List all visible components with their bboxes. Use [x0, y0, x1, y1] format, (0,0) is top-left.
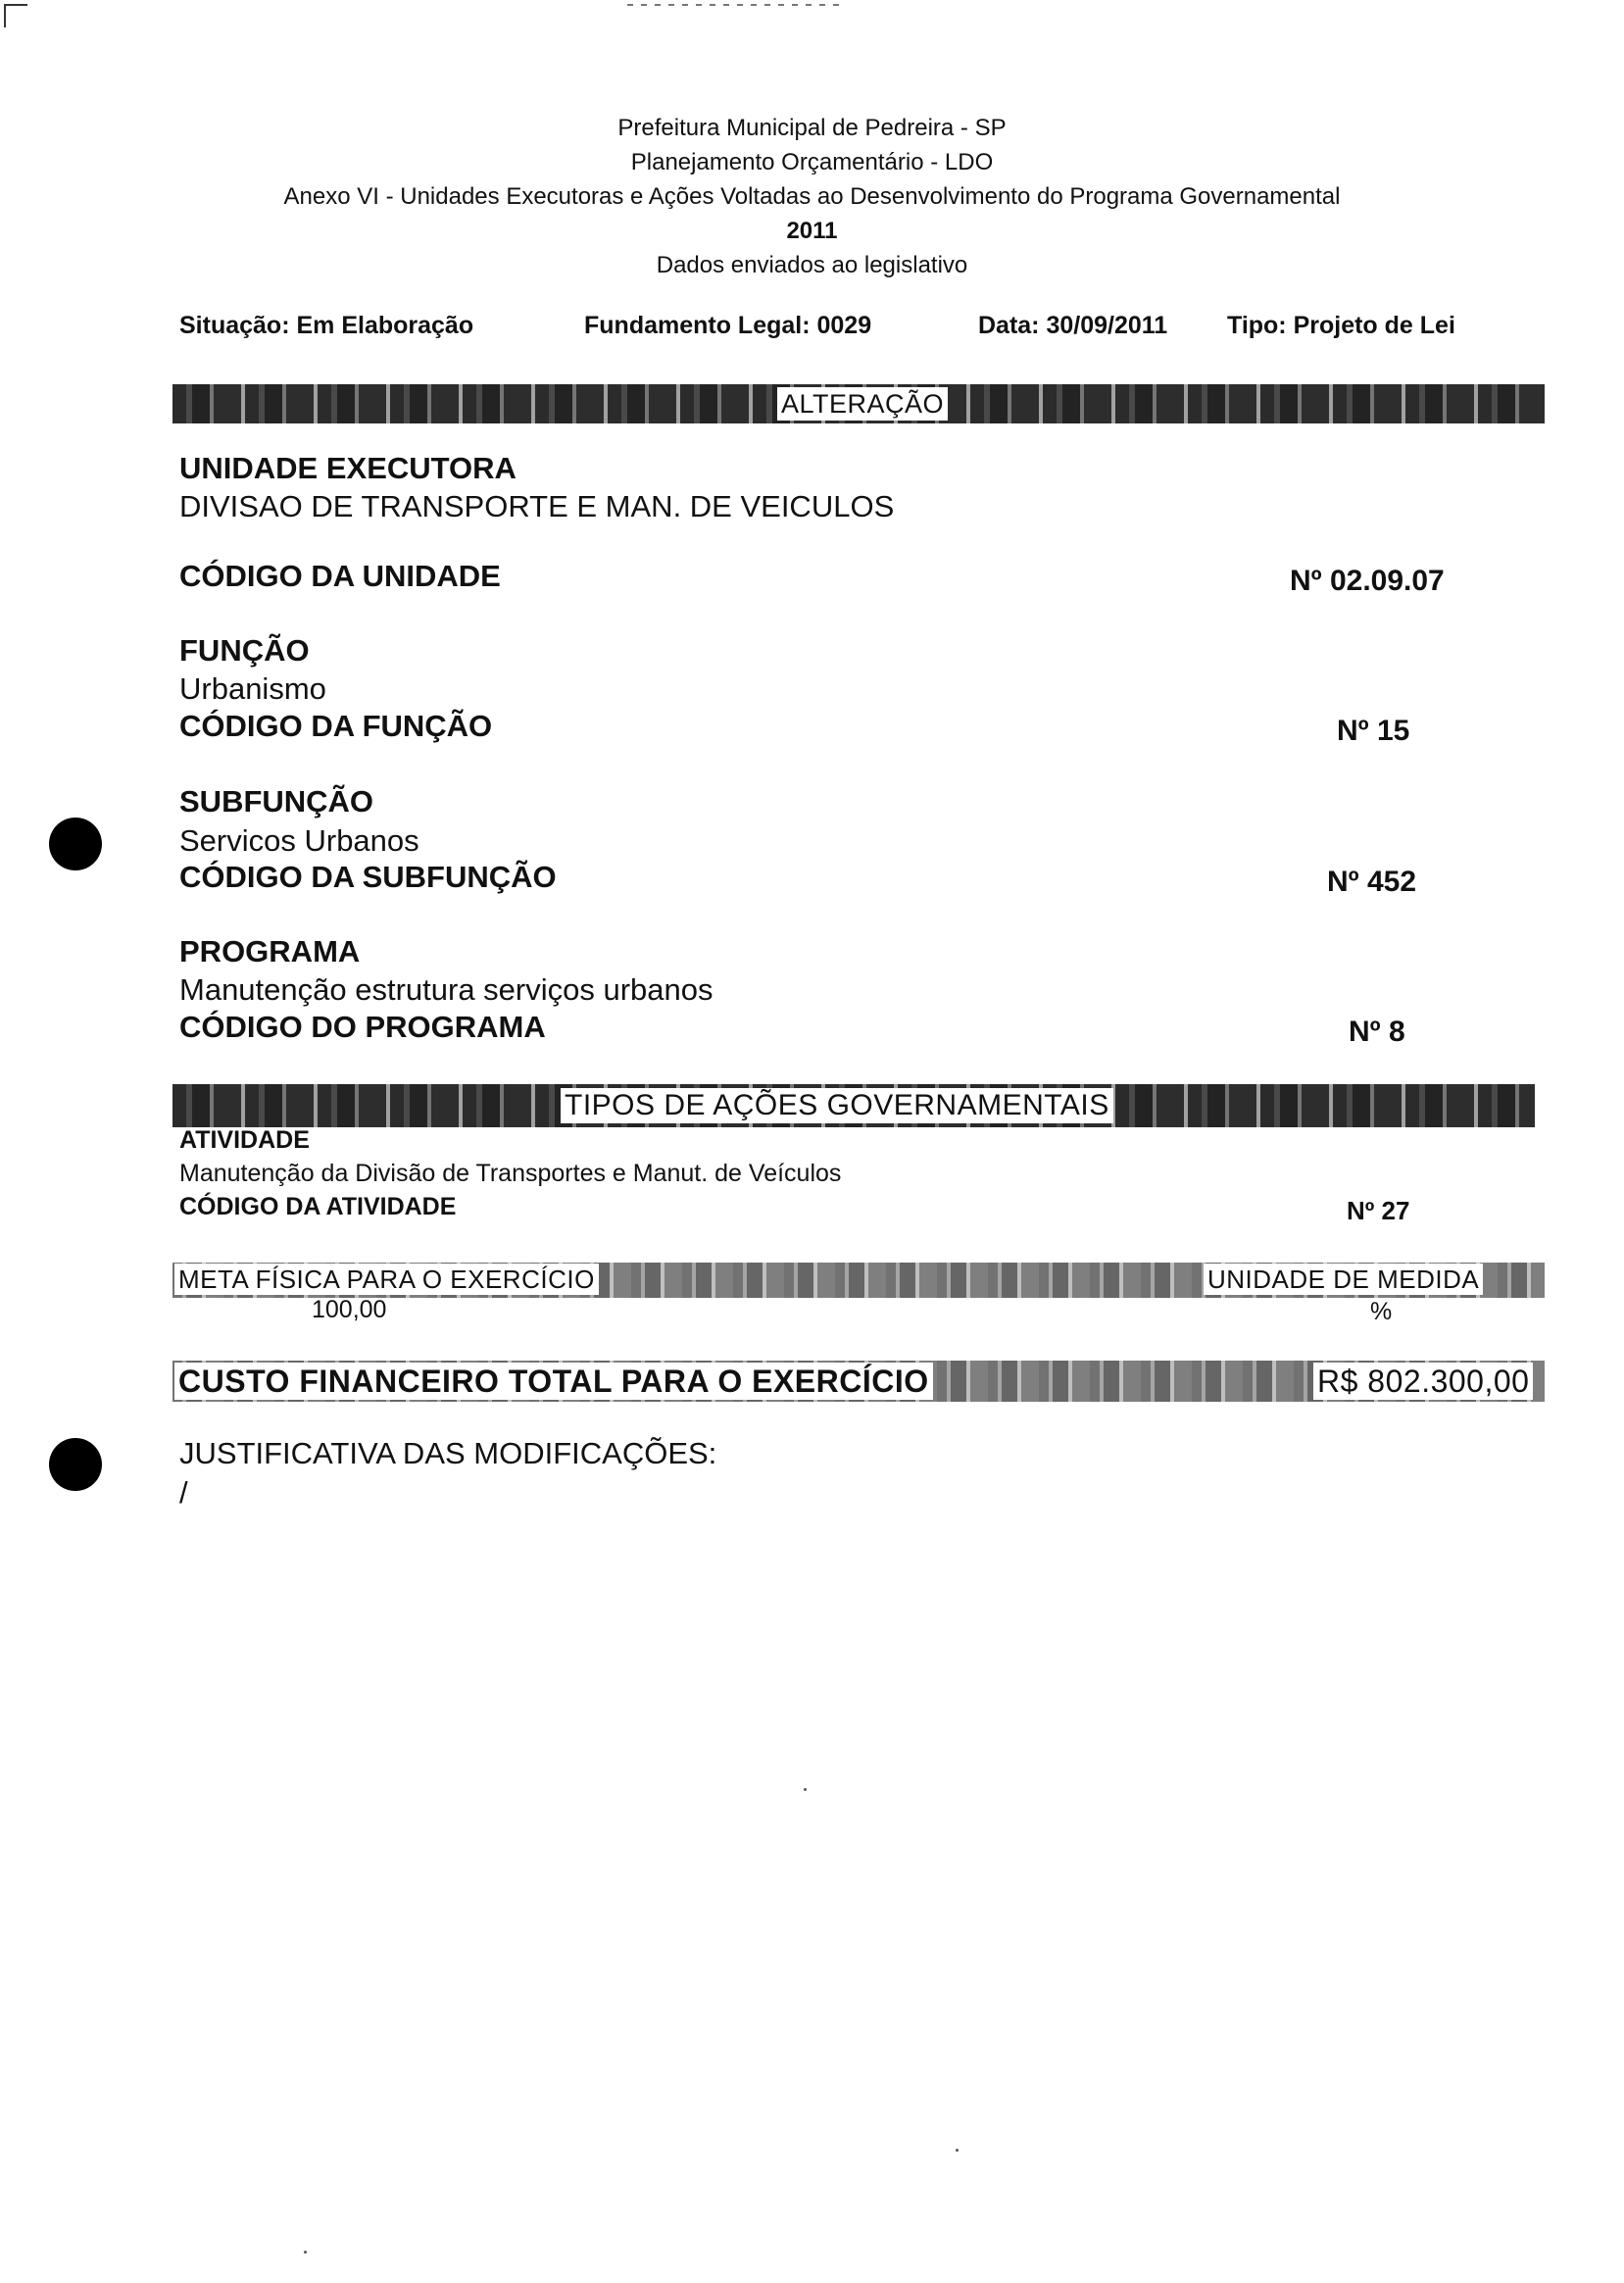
unit-of-measure-value: % [1370, 1298, 1393, 1325]
financial-cost-label: CUSTO FINANCEIRO TOTAL PARA O EXERCÍCIO [174, 1363, 933, 1400]
subfunction-code-label: CÓDIGO DA SUBFUNÇÃO [179, 860, 557, 894]
executing-unit-value: DIVISAO DE TRANSPORTE E MAN. DE VEICULOS [179, 489, 895, 523]
activity-code-label: CÓDIGO DA ATIVIDADE [179, 1193, 457, 1220]
subfunction-code-value: Nº 452 [1327, 866, 1417, 898]
subfunction-title: SUBFUNÇÃO [179, 784, 374, 819]
activity-value: Manutenção da Divisão de Transportes e Manut. de Veículos [179, 1160, 842, 1187]
type-field: Tipo: Projeto de Lei [1227, 312, 1455, 339]
program-code-label: CÓDIGO DO PROGRAMA [179, 1010, 546, 1044]
sent-to-legislative: Dados enviados ao legislativo [656, 252, 968, 278]
annex-title: Anexo VI - Unidades Executoras e Ações Voltadas ao Desenvolvimento do Programa Governamental [283, 183, 1341, 210]
unit-code-label: CÓDIGO DA UNIDADE [179, 559, 501, 593]
action-types-banner-label: TIPOS DE AÇÕES GOVERNAMENTAIS [561, 1088, 1113, 1123]
program-title: PROGRAMA [179, 934, 361, 968]
date-field: Data: 30/09/2011 [978, 312, 1168, 339]
unit-of-measure-label: UNIDADE DE MEDIDA [1204, 1264, 1483, 1295]
punch-hole-lower [49, 1438, 102, 1491]
subfunction-value: Servicos Urbanos [179, 823, 419, 858]
function-title: FUNÇÃO [179, 633, 310, 668]
financial-cost-value: R$ 802.300,00 [1313, 1363, 1533, 1400]
function-value: Urbanismo [179, 671, 326, 706]
activity-title: ATIVIDADE [179, 1126, 310, 1154]
situation-field: Situação: Em Elaboração [179, 312, 474, 339]
physical-target-value: 100,00 [312, 1296, 387, 1323]
justification-label: JUSTIFICATIVA DAS MODIFICAÇÕES: [179, 1436, 717, 1470]
scan-speck [956, 2149, 959, 2152]
activity-code-value: Nº 27 [1347, 1196, 1410, 1225]
scan-speck [804, 1788, 807, 1791]
legal-basis-field: Fundamento Legal: 0029 [584, 312, 872, 339]
top-scan-artifact [627, 4, 843, 6]
year-label: 2011 [786, 218, 838, 244]
function-code-label: CÓDIGO DA FUNÇÃO [179, 709, 493, 743]
function-code-value: Nº 15 [1337, 715, 1410, 747]
program-code-value: Nº 8 [1349, 1016, 1405, 1048]
physical-target-label: META FÍSICA PARA O EXERCÍCIO [174, 1264, 599, 1295]
unit-code-value: Nº 02.09.07 [1290, 565, 1445, 597]
scan-speck [304, 2251, 307, 2254]
corner-mark [4, 4, 27, 27]
program-value: Manutenção estrutura serviços urbanos [179, 972, 714, 1007]
planning-subtitle: Planejamento Orçamentário - LDO [630, 149, 994, 175]
alteracao-banner-label: ALTERAÇÃO [777, 387, 948, 421]
municipality-title: Prefeitura Municipal de Pedreira - SP [617, 115, 1007, 141]
punch-hole-upper [49, 818, 102, 870]
justification-value: / [179, 1475, 188, 1510]
executing-unit-title: UNIDADE EXECUTORA [179, 451, 517, 485]
